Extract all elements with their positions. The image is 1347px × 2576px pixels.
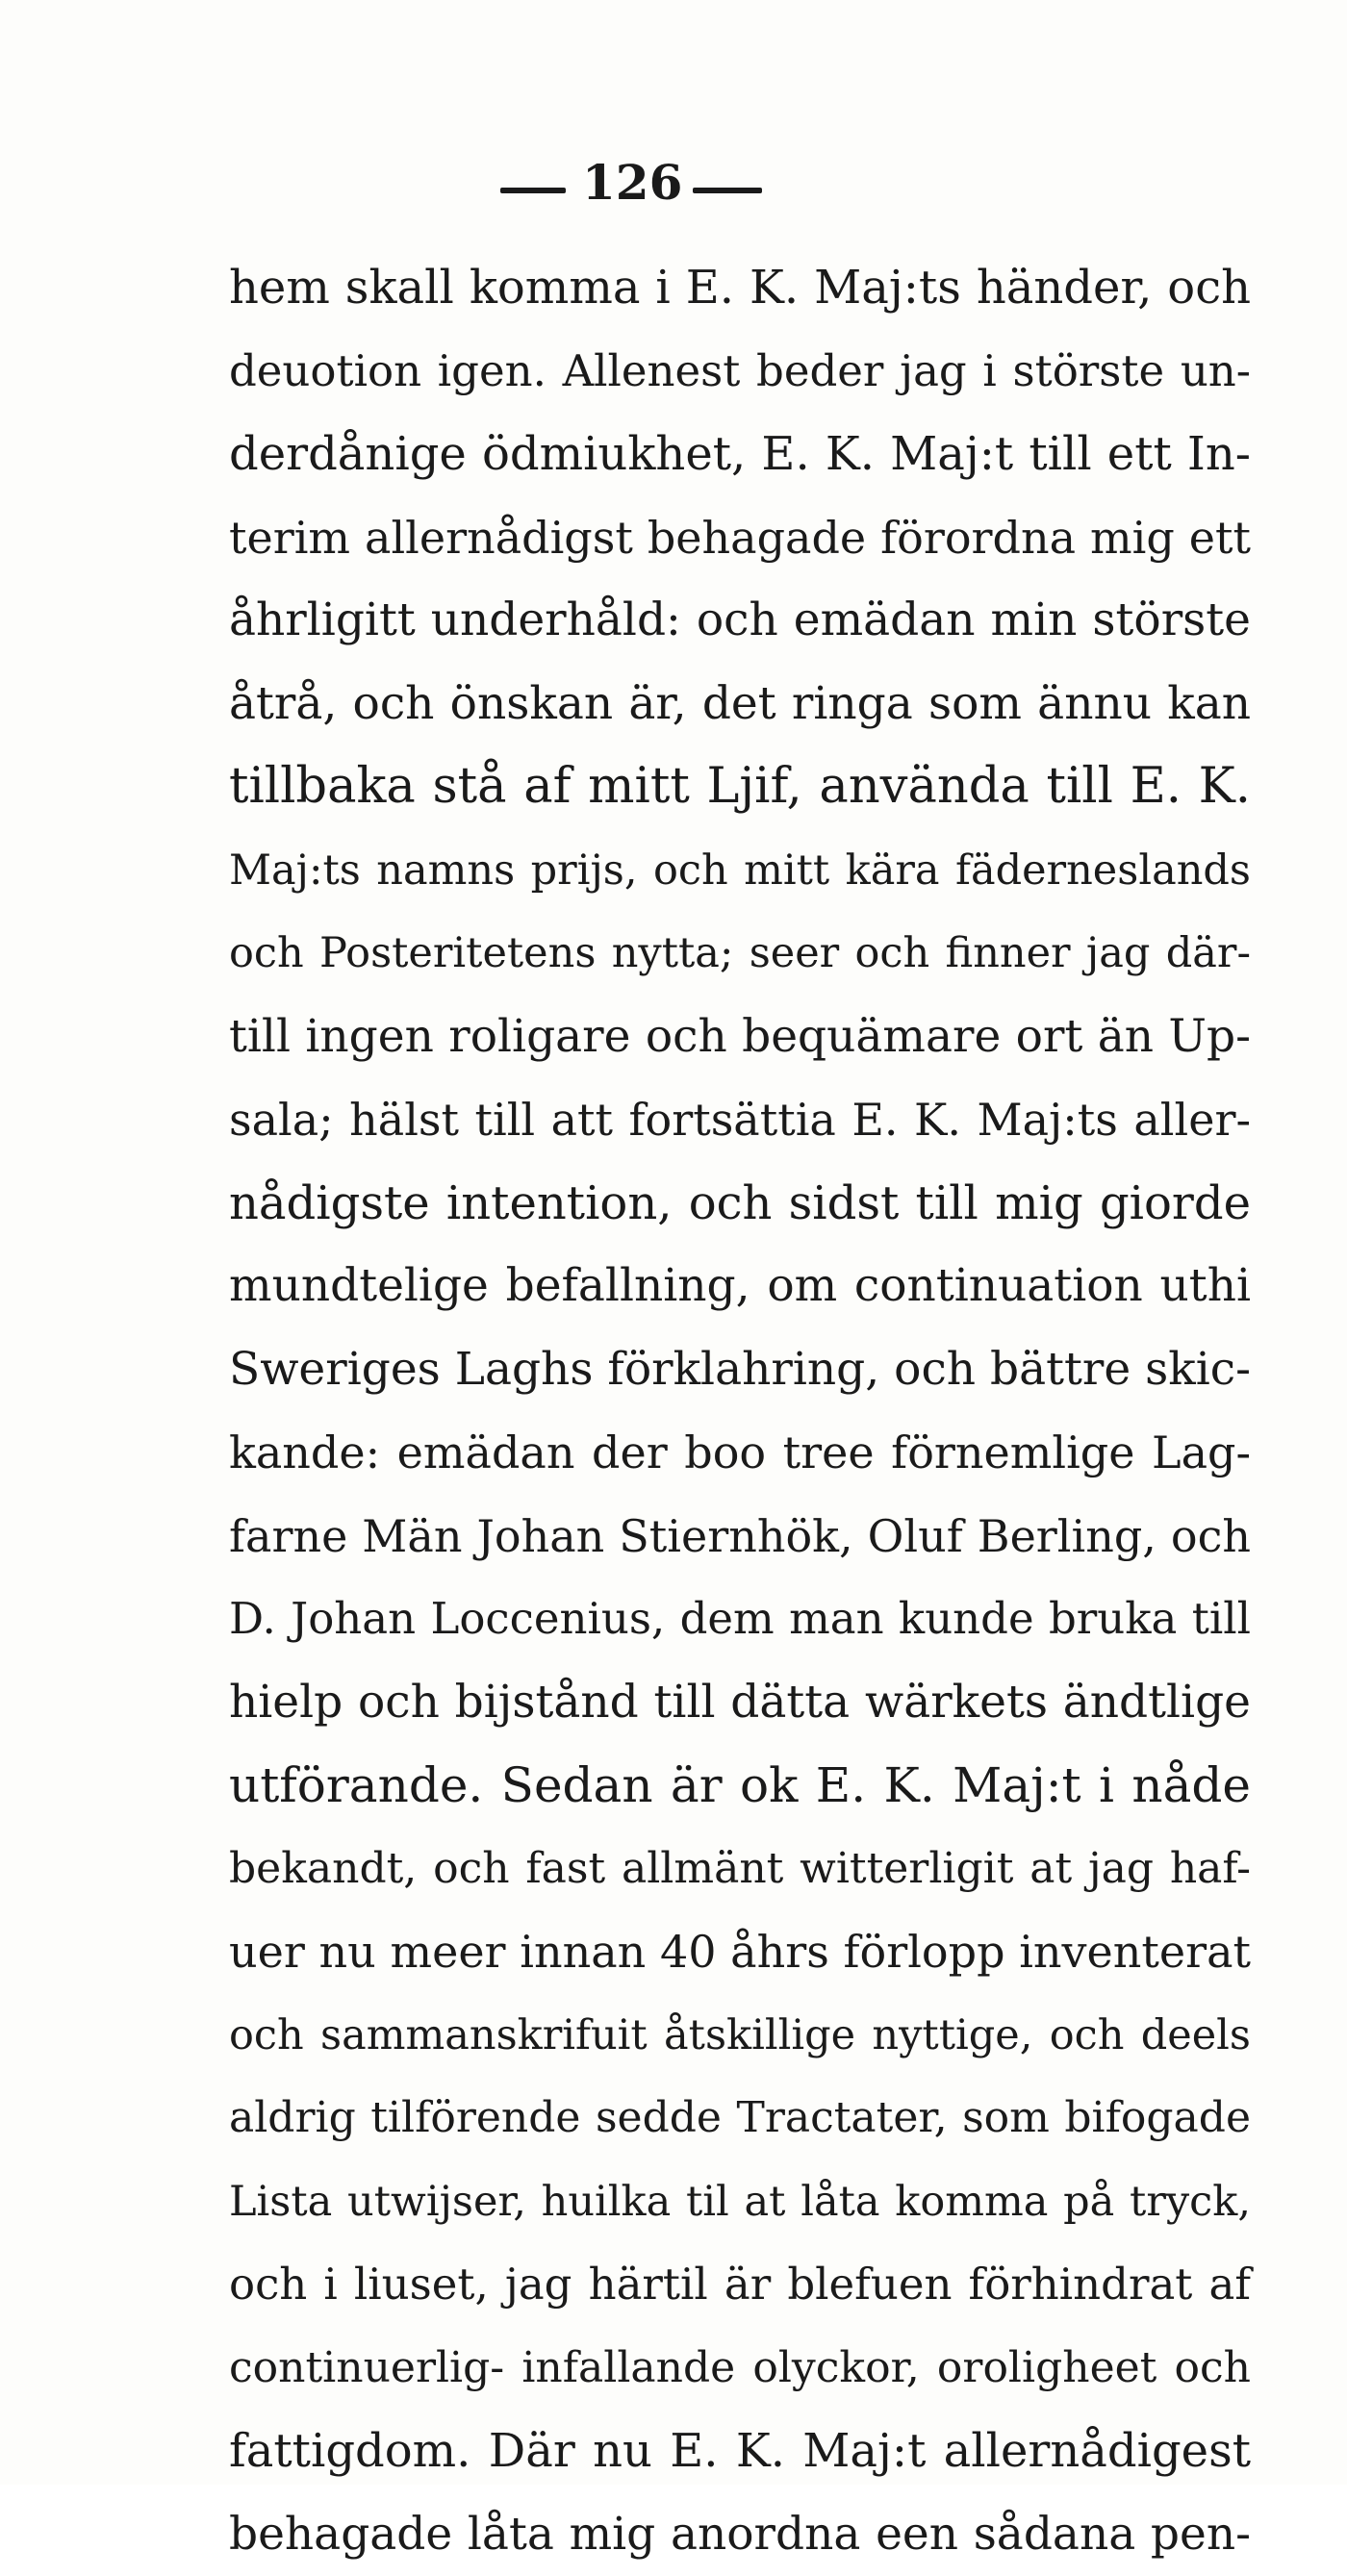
text-line: fattigdom. Där nu E. K. Maj:t allernådigest (229, 2410, 1251, 2493)
text-line: åhrligitt underhåld: och emädan min störste (229, 579, 1251, 663)
text-line: terim allernådigst behagade förordna mig ett (229, 496, 1251, 580)
text-line: hielp och bijstånd till dätta wärkets ändtlige (229, 1661, 1251, 1745)
text-line: mundtelige befallning, om continuation uthi (229, 1245, 1251, 1328)
text-line: Sweriges Laghs förklahring, och bättre skic- (229, 1328, 1251, 1412)
header-dash-left (500, 188, 566, 193)
text-line: behagade låta mig anordna een sådana pen- (229, 2493, 1251, 2576)
text-line: farne Män Johan Stiernhök, Oluf Berling, och (229, 1495, 1251, 1578)
text-line: Lista utwijser, huilka til at låta komma på tryck, (229, 2160, 1251, 2244)
text-line: nådigste intention, och sidst till mig giorde (229, 1162, 1251, 1246)
text-line: deuotion igen. Allenest beder jag i störste un- (229, 330, 1251, 414)
text-line: continuerlig- infallande olyckor, oroligheet och (229, 2327, 1251, 2411)
text-line: sala; hälst till att fortsättia E. K. Maj:ts aller- (229, 1078, 1251, 1162)
text-line: tillbaka stå af mitt Ljif, använda till E. K. (229, 745, 1251, 829)
text-line: D. Johan Loccenius, dem man kunde bruka till (229, 1578, 1251, 1661)
text-line: utförande. Sedan är ok E. K. Maj:t i nåde (229, 1744, 1251, 1828)
text-line: hem skall komma i E. K. Maj:ts händer, och (229, 246, 1251, 330)
text-line: åtrå, och önskan är, det ringa som ännu kan (229, 663, 1251, 746)
text-line: Maj:ts namns prijs, och mitt kära fäderneslands (229, 829, 1251, 913)
page-header (0, 154, 1347, 212)
page-number: 126 (582, 154, 678, 212)
text-line: uer nu meer innan 40 åhrs förlopp inventerat (229, 1910, 1251, 1994)
text-line: och Posteritetens nytta; seer och finner jag där- (229, 912, 1251, 996)
text-line: derdånige ödmiukhet, E. K. Maj:t till ett In- (229, 413, 1251, 496)
text-line: kande: emädan der boo tree förnemlige Lag- (229, 1411, 1251, 1495)
text-line: och i liuset, jag härtil är blefuen förhindrat af (229, 2243, 1251, 2327)
text-line: bekandt, och fast allmänt witterligit at jag haf- (229, 1828, 1251, 1911)
body-text (229, 246, 1251, 2576)
text-line: till ingen roligare och bequämare ort än Up- (229, 996, 1251, 1079)
header-dash-right (693, 188, 762, 193)
text-line: och sammanskrifuit åtskillige nyttige, och deels (229, 1994, 1251, 2078)
text-line: aldrig tilförende sedde Tractater, som bifogade (229, 2077, 1251, 2160)
